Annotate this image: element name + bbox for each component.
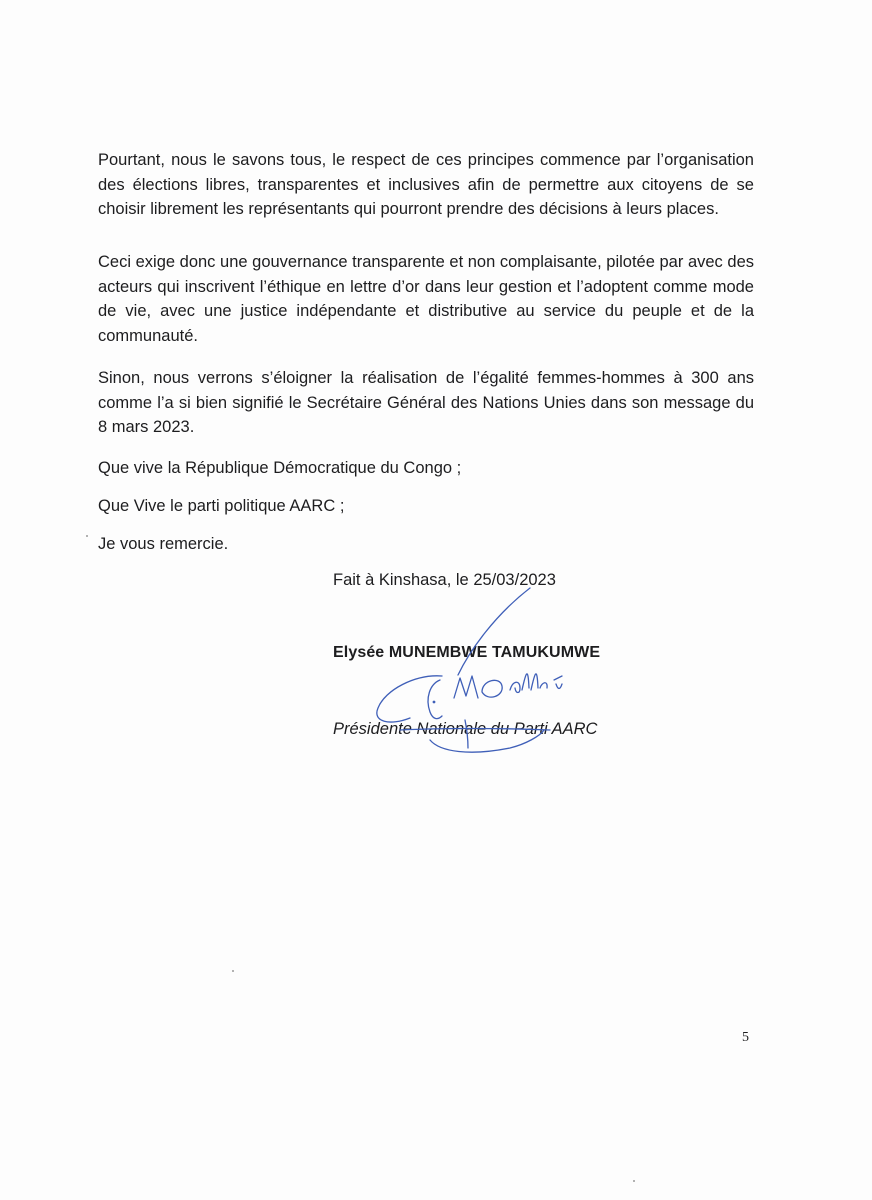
page-number: 5 <box>742 1030 749 1045</box>
signer-name: Elysée MUNEMBWE TAMUKUMWE <box>333 644 601 661</box>
closing-line-congo: Que vive la République Démocratique du Congo ; <box>98 459 462 477</box>
paragraph-elections: Pourtant, nous le savons tous, le respect de ces principes commence par l’organisation des élections libres, transparentes et inclusives afin de permettre aux citoyens de se choisir librement les représentants qui pourront prendre des décisions à leurs places. <box>98 151 754 218</box>
scan-speck <box>86 535 88 537</box>
paragraph-equality: Sinon, nous verrons s’éloigner la réalisation de l’égalité femmes-hommes à 300 ans comme l’a si bien signifié le Secrétaire Général des Nations Unies dans son message du 8 mars 2023. <box>98 369 754 436</box>
scan-speck <box>633 1180 635 1182</box>
scan-speck <box>232 970 234 972</box>
closing-line-thanks: Je vous remercie. <box>98 535 229 553</box>
signer-title: Présidente Nationale du Parti AARC <box>333 720 598 738</box>
closing-line-aarc: Que Vive le parti politique AARC ; <box>98 497 345 515</box>
handwritten-signature <box>330 580 630 770</box>
paragraph-governance: Ceci exige donc une gouvernance transparente et non complaisante, pilotée par avec des acteurs qui inscrivent l’éthique en lettre d’or dans leur gestion et l’adoptent comme mode de vie, avec une justice indépendante et distributive au service du peuple et de la communauté. <box>98 253 754 345</box>
place-date: Fait à Kinshasa, le 25/03/2023 <box>333 571 556 589</box>
